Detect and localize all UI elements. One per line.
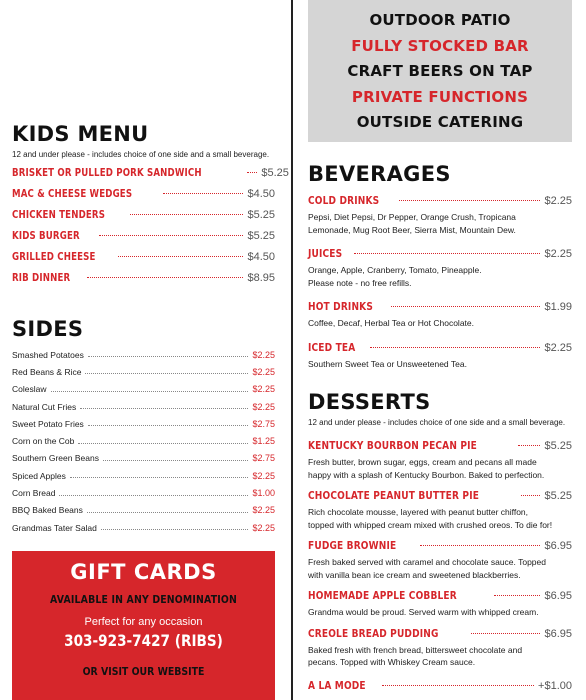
dessert-item bbox=[308, 439, 572, 453]
desserts-section bbox=[308, 390, 572, 693]
beverage-price: $2.25 bbox=[544, 248, 572, 260]
side-item-price: $2.25 bbox=[252, 505, 275, 516]
dot-leader bbox=[87, 512, 249, 513]
side-item-price: $2.25 bbox=[252, 522, 275, 533]
beverages-title: BEVERAGES bbox=[308, 162, 451, 186]
beverage-item bbox=[308, 247, 572, 261]
dessert-price: $5.25 bbox=[544, 490, 572, 502]
beverage-item bbox=[308, 194, 572, 208]
side-item bbox=[12, 415, 275, 432]
dessert-price: $6.95 bbox=[544, 627, 572, 640]
side-item-name: Corn on the Cob bbox=[12, 436, 75, 447]
dessert-name: CHOCOLATE PEANUT BUTTER PIE bbox=[308, 489, 480, 502]
dot-leader bbox=[370, 347, 541, 348]
side-item bbox=[12, 432, 275, 449]
promo-line: PRIVATE FUNCTIONS bbox=[351, 87, 529, 106]
side-item bbox=[12, 519, 275, 536]
dot-leader bbox=[420, 545, 541, 546]
dot-leader bbox=[399, 200, 541, 201]
promo-line: OUTSIDE CATERING bbox=[356, 113, 524, 131]
gift-cards-title: GIFT CARDS bbox=[70, 560, 217, 584]
dessert-name: FUDGE BROWNIE bbox=[308, 539, 397, 552]
dessert-desc: Rich chocolate mousse, layered with peanut butter chiffon, topped with whipped cream mixed with crushed oreos. To die for! bbox=[308, 507, 553, 530]
dessert-desc: Baked fresh with french bread, bittersweet chocolate and pecans. Topped with Whiskey Cream sauce. bbox=[308, 644, 523, 667]
dot-leader bbox=[247, 172, 257, 173]
dot-leader bbox=[103, 460, 249, 461]
kids-item-price: $5.25 bbox=[247, 209, 275, 221]
side-item bbox=[12, 398, 275, 415]
side-item-price: $2.75 bbox=[252, 453, 275, 464]
dessert-item bbox=[308, 627, 572, 641]
kids-item bbox=[12, 209, 275, 222]
dot-leader bbox=[80, 408, 248, 409]
side-item-price: $2.25 bbox=[252, 349, 275, 360]
beverage-desc: Southern Sweet Tea or Unsweetened Tea. bbox=[308, 358, 467, 369]
dot-leader bbox=[518, 445, 540, 446]
kids-menu-title: KIDS MENU bbox=[12, 122, 149, 146]
column-divider bbox=[291, 0, 293, 700]
side-item-name: Sweet Potato Fries bbox=[12, 418, 84, 429]
gift-cards-website: OR VISIT OUR WEBSITE bbox=[82, 665, 205, 678]
dessert-price: $5.25 bbox=[544, 440, 572, 452]
dot-leader bbox=[99, 235, 244, 236]
kids-item-name: CHICKEN TENDERS bbox=[12, 209, 106, 221]
side-item-price: $2.25 bbox=[252, 401, 275, 412]
dessert-name: CREOLE BREAD PUDDING bbox=[308, 626, 439, 640]
dot-leader bbox=[70, 477, 249, 478]
desserts-title: DESSERTS bbox=[308, 390, 431, 414]
side-item-price: $1.00 bbox=[252, 488, 275, 499]
dot-leader bbox=[88, 356, 249, 357]
left-column bbox=[12, 0, 289, 700]
kids-item-price: $8.95 bbox=[247, 272, 275, 284]
dessert-desc: Grandma would be proud. Served warm with whipped cream. bbox=[308, 607, 539, 617]
side-item bbox=[12, 484, 275, 501]
promo-line: FULLY STOCKED BAR bbox=[351, 36, 529, 55]
dot-leader bbox=[59, 495, 248, 496]
gift-cards-occasion: Perfect for any occasion bbox=[84, 616, 203, 628]
dot-leader bbox=[118, 256, 244, 257]
dot-leader bbox=[354, 253, 541, 254]
promo-box bbox=[308, 0, 572, 142]
dessert-item bbox=[308, 589, 572, 603]
right-column bbox=[308, 0, 572, 700]
dot-leader bbox=[391, 306, 540, 307]
side-item-name: Coleslaw bbox=[12, 384, 47, 395]
beverage-name: COLD DRINKS bbox=[308, 194, 380, 207]
side-item-price: $2.25 bbox=[252, 384, 275, 395]
dot-leader bbox=[101, 529, 249, 530]
kids-item-price: $5.25 bbox=[247, 230, 275, 242]
dessert-desc: Fresh butter, brown sugar, eggs, cream and pecans all made happy with a splash of Kentucky Bourbon. Baked to perfection. bbox=[308, 457, 545, 480]
side-item bbox=[12, 467, 275, 484]
dot-leader bbox=[88, 425, 249, 426]
kids-item-name: GRILLED CHEESE bbox=[12, 251, 96, 263]
beverage-desc: Coffee, Decaf, Herbal Tea or Hot Chocolate. bbox=[308, 318, 474, 328]
dessert-desc: Fresh baked served with caramel and chocolate sauce. Topped with vanilla bean ice cream and sweetened blackberries. bbox=[308, 557, 546, 580]
dot-leader bbox=[494, 595, 541, 596]
dot-leader bbox=[51, 391, 249, 392]
kids-item bbox=[12, 167, 289, 180]
dot-leader bbox=[130, 214, 244, 215]
promo-line: OUTDOOR PATIO bbox=[369, 11, 511, 29]
kids-item-name: BRISKET OR PULLED PORK SANDWICH bbox=[12, 167, 202, 179]
dessert-name: KENTUCKY BOURBON PECAN PIE bbox=[308, 439, 477, 452]
side-item-name: Southern Green Beans bbox=[12, 453, 99, 464]
sides-section bbox=[12, 317, 275, 536]
beverage-item bbox=[308, 341, 572, 355]
dessert-name: HOMEMADE APPLE COBBLER bbox=[308, 589, 457, 602]
beverage-name: HOT DRINKS bbox=[308, 300, 373, 313]
side-item-name: Natural Cut Fries bbox=[12, 401, 77, 412]
kids-item-price: $4.50 bbox=[247, 251, 275, 263]
dot-leader bbox=[471, 633, 540, 634]
side-item-price: $2.25 bbox=[252, 366, 275, 377]
side-item-name: Grandmas Tater Salad bbox=[12, 522, 97, 533]
beverage-price: $2.25 bbox=[544, 195, 572, 207]
dessert-name: A LA MODE bbox=[308, 678, 366, 692]
dot-leader bbox=[382, 685, 534, 686]
side-item bbox=[12, 363, 275, 380]
dot-leader bbox=[85, 373, 248, 374]
dot-leader bbox=[87, 277, 243, 278]
dessert-price: $6.95 bbox=[544, 590, 572, 602]
kids-item-price: $5.25 bbox=[261, 167, 289, 179]
kids-menu-section bbox=[12, 122, 289, 285]
dessert-item bbox=[308, 489, 572, 503]
gift-cards-subtitle: AVAILABLE IN ANY DENOMINATION bbox=[49, 593, 238, 606]
beverages-section bbox=[308, 162, 572, 370]
side-item-name: Smashed Potatoes bbox=[12, 349, 84, 360]
desserts-note: 12 and under please - includes choice of one side and a small beverage. bbox=[308, 418, 566, 427]
beverage-name: ICED TEA bbox=[308, 340, 356, 354]
kids-item-name: RIB DINNER bbox=[12, 272, 71, 284]
side-item-name: Red Beans & Rice bbox=[12, 366, 82, 377]
side-item-price: $1.25 bbox=[252, 436, 275, 447]
kids-item-name: MAC & CHEESE WEDGES bbox=[12, 188, 133, 200]
dessert-item bbox=[308, 539, 572, 553]
side-item bbox=[12, 346, 275, 363]
dessert-price: $6.95 bbox=[544, 540, 572, 552]
kids-item bbox=[12, 188, 275, 201]
gift-cards-phone: 303-923-7427 (RIBS) bbox=[64, 631, 223, 650]
beverage-desc: Orange, Apple, Cranberry, Tomato, Pineapple. Please note - no free refills. bbox=[308, 265, 482, 288]
kids-item bbox=[12, 251, 275, 264]
side-item-name: Corn Bread bbox=[12, 488, 56, 499]
promo-line: CRAFT BEERS ON TAP bbox=[347, 62, 533, 80]
beverage-price: $2.25 bbox=[544, 341, 572, 354]
kids-item-price: $4.50 bbox=[247, 188, 275, 200]
side-item bbox=[12, 450, 275, 467]
side-item bbox=[12, 502, 275, 519]
dessert-item bbox=[308, 679, 572, 693]
dot-leader bbox=[521, 495, 541, 496]
beverage-desc: Pepsi, Diet Pepsi, Dr Pepper, Orange Crush, Tropicana Lemonade, Mug Root Beer, Sierra Mist, Mountain Dew. bbox=[308, 212, 516, 235]
dessert-price: +$1.00 bbox=[538, 679, 572, 692]
kids-item-name: KIDS BURGER bbox=[12, 230, 80, 242]
side-item bbox=[12, 381, 275, 398]
sides-title: SIDES bbox=[12, 317, 84, 341]
dot-leader bbox=[78, 443, 248, 444]
gift-cards-panel bbox=[12, 551, 275, 700]
beverage-item bbox=[308, 300, 572, 314]
kids-menu-note: 12 and under please - includes choice of one side and a small beverage. bbox=[12, 150, 270, 159]
kids-item bbox=[12, 230, 275, 243]
beverage-name: JUICES bbox=[308, 247, 343, 260]
side-item-name: Spiced Apples bbox=[12, 470, 66, 481]
side-item-name: BBQ Baked Beans bbox=[12, 505, 83, 516]
side-item-price: $2.25 bbox=[252, 470, 275, 481]
dot-leader bbox=[163, 193, 244, 194]
kids-item bbox=[12, 272, 275, 285]
side-item-price: $2.75 bbox=[252, 418, 275, 429]
beverage-price: $1.99 bbox=[544, 301, 572, 313]
